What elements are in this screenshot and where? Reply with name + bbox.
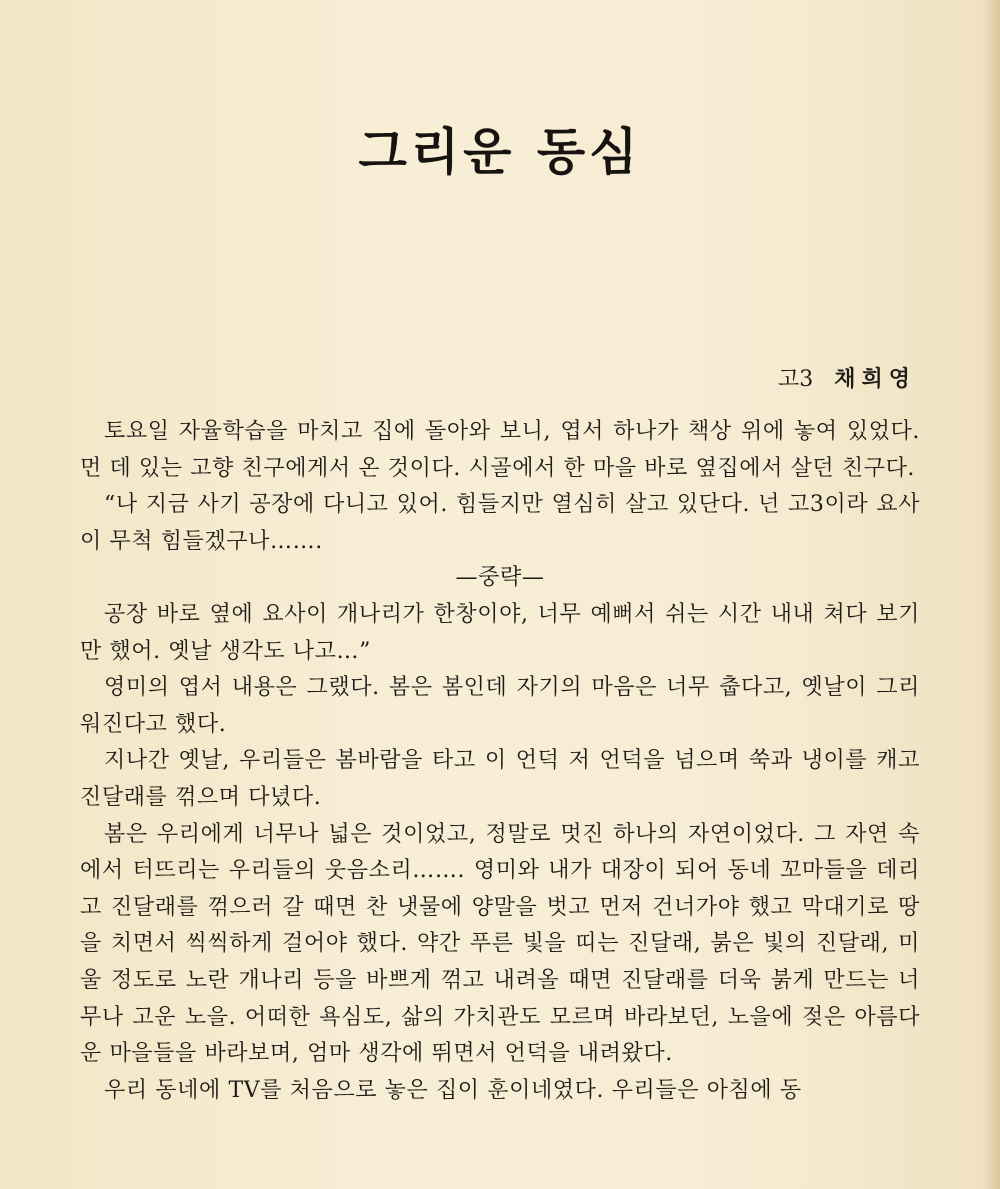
paragraph-2-letter-quote: “나 지금 사기 공장에 다니고 있어. 힘들지만 열심히 살고 있단다. 넌 고3이라 요사이 무척 힘들겠구나……. — [80, 492, 920, 554]
paragraph-5: 지나간 옛날, 우리들은 봄바람을 타고 이 언덕 저 언덕을 넘으며 쑥과 냉이를 캐고 진달래를 꺾으며 다녔다. — [80, 748, 920, 810]
paragraph-1: 토요일 자율학습을 마치고 집에 돌아와 보니, 엽서 하나가 책상 위에 놓여 있었다. 먼 데 있는 고향 친구에게서 온 것이다. 시골에서 한 마을 바로 옆집에서 살던 친구다. — [80, 419, 920, 481]
author-grade: 고3 — [777, 367, 814, 392]
byline — [778, 362, 916, 393]
omission-marker: —중략— — [455, 565, 545, 591]
author-name: 채희영 — [834, 367, 916, 392]
paragraph-6: 봄은 우리에게 너무나 넓은 것이었고, 정말로 멋진 하나의 자연이었다. 그 자연 속에서 터뜨리는 우리들의 웃음소리……. 영미와 내가 대장이 되어 동네 꼬마들을 데리고 진달래를 꺾으러 갈 때면 찬 냇물에 양말을 벗고 먼저 건너가야 했고 막대기로 땅을 치면서 씩씩하게 걸어야 했다. 약간 푸른 빛을 띠는 진달래, 붉은 빛의 진달래, 미울 정도로 노란 개나리 등을 바쁘게 꺾고 내려올 때면 진달래를 더욱 붉게 만드는 너무나 고운 노을. 어떠한 욕심도, 삶의 가치관도 모르며 바라보던, 노을에 젖은 아름다운 마을들을 바라보며, 엄마 생각에 뛰면서 언덕을 내려왔다. — [80, 821, 920, 1067]
paragraph-3-letter-quote: 공장 바로 옆에 요사이 개나리가 한창이야, 너무 예뻐서 쉬는 시간 내내 쳐다 보기만 했어. 옛날 생각도 나고…” — [80, 601, 920, 664]
essay-title: 그리운 동심 — [358, 123, 642, 181]
paragraph-7: 우리 동네에 TV를 처음으로 놓은 집이 훈이네였다. 우리들은 아침에 동 — [104, 1077, 802, 1103]
paragraph-4: 영미의 엽서 내용은 그랬다. 봄은 봄인데 자기의 마음은 너무 춥다고, 옛날이 그리워진다고 했다. — [80, 675, 920, 737]
essay-body — [80, 414, 920, 1109]
